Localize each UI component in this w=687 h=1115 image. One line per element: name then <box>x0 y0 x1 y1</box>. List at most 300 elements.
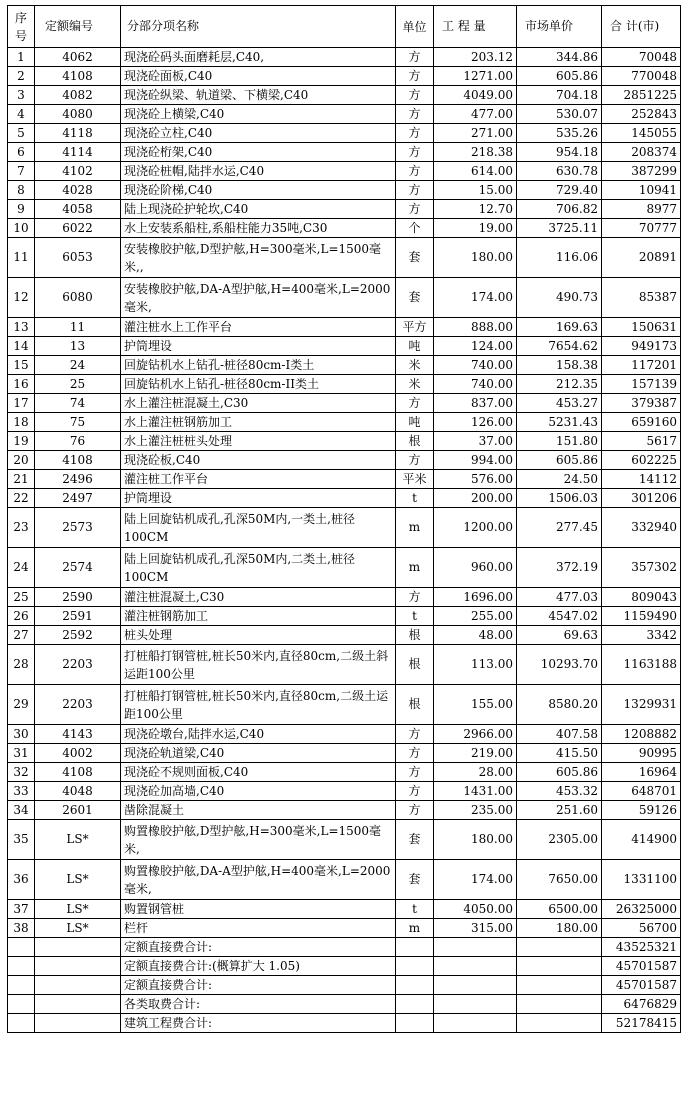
row-unit-price: 535.26 <box>517 124 602 143</box>
row-quantity: 994.00 <box>434 451 517 470</box>
row-total: 357302 <box>602 548 681 588</box>
row-name: 现浇砼墩台,陆拌水运,C40 <box>121 725 396 744</box>
row-unit: 方 <box>396 763 434 782</box>
row-unit: 方 <box>396 782 434 801</box>
table-row <box>8 162 681 181</box>
row-unit: m <box>396 508 434 548</box>
table-row <box>8 238 681 278</box>
row-unit: 个 <box>396 219 434 238</box>
summary-blank-quantity <box>434 995 517 1014</box>
row-quantity: 37.00 <box>434 432 517 451</box>
row-unit-price: 180.00 <box>517 919 602 938</box>
row-total: 16964 <box>602 763 681 782</box>
row-total: 8977 <box>602 200 681 219</box>
row-unit: 方 <box>396 394 434 413</box>
summary-blank-unit <box>396 938 434 957</box>
row-total: 56700 <box>602 919 681 938</box>
row-no: 24 <box>8 548 35 588</box>
table-row <box>8 413 681 432</box>
row-no: 14 <box>8 337 35 356</box>
row-quantity: 960.00 <box>434 548 517 588</box>
row-no: 2 <box>8 67 35 86</box>
summary-blank-no <box>8 976 35 995</box>
table-row <box>8 801 681 820</box>
row-no: 12 <box>8 278 35 318</box>
row-total: 70777 <box>602 219 681 238</box>
row-quantity: 576.00 <box>434 470 517 489</box>
row-code: 2496 <box>35 470 121 489</box>
summary-row <box>8 1014 681 1033</box>
row-total: 5617 <box>602 432 681 451</box>
row-unit-price: 158.38 <box>517 356 602 375</box>
row-name: 护筒埋设 <box>121 337 396 356</box>
table-row <box>8 588 681 607</box>
table-row <box>8 67 681 86</box>
row-unit-price: 407.58 <box>517 725 602 744</box>
row-no: 29 <box>8 685 35 725</box>
table-row <box>8 489 681 508</box>
row-name: 灌注桩水上工作平台 <box>121 318 396 337</box>
row-name: 现浇砼码头面磨耗层,C40, <box>121 48 396 67</box>
row-unit-price: 477.03 <box>517 588 602 607</box>
row-quantity: 48.00 <box>434 626 517 645</box>
row-no: 1 <box>8 48 35 67</box>
row-unit-price: 453.32 <box>517 782 602 801</box>
row-quantity: 255.00 <box>434 607 517 626</box>
row-total: 2851225 <box>602 86 681 105</box>
row-total: 150631 <box>602 318 681 337</box>
table-row <box>8 744 681 763</box>
table-row <box>8 143 681 162</box>
row-unit-price: 704.18 <box>517 86 602 105</box>
row-quantity: 837.00 <box>434 394 517 413</box>
row-total: 117201 <box>602 356 681 375</box>
row-unit-price: 169.63 <box>517 318 602 337</box>
row-total: 10941 <box>602 181 681 200</box>
row-total: 26325000 <box>602 900 681 919</box>
row-total: 1159490 <box>602 607 681 626</box>
row-unit-price: 24.50 <box>517 470 602 489</box>
row-quantity: 1271.00 <box>434 67 517 86</box>
summary-row <box>8 938 681 957</box>
header-quantity: 工 程 量 <box>434 6 517 48</box>
row-unit: 方 <box>396 744 434 763</box>
row-quantity: 180.00 <box>434 820 517 860</box>
row-no: 8 <box>8 181 35 200</box>
row-total: 809043 <box>602 588 681 607</box>
row-unit-price: 954.18 <box>517 143 602 162</box>
table-row <box>8 919 681 938</box>
row-unit: 方 <box>396 588 434 607</box>
row-name: 水上灌注桩混凝土,C30 <box>121 394 396 413</box>
row-code: 6022 <box>35 219 121 238</box>
table-row <box>8 860 681 900</box>
table-row <box>8 645 681 685</box>
row-code: 2590 <box>35 588 121 607</box>
row-unit-price: 490.73 <box>517 278 602 318</box>
row-name: 现浇砼立柱,C40 <box>121 124 396 143</box>
row-no: 22 <box>8 489 35 508</box>
row-unit-price: 729.40 <box>517 181 602 200</box>
row-code: LS* <box>35 860 121 900</box>
summary-blank-code <box>35 957 121 976</box>
row-code: 6053 <box>35 238 121 278</box>
table-row <box>8 200 681 219</box>
header-row <box>8 6 681 48</box>
table-row <box>8 86 681 105</box>
row-unit-price: 630.78 <box>517 162 602 181</box>
row-quantity: 126.00 <box>434 413 517 432</box>
row-no: 10 <box>8 219 35 238</box>
row-total: 659160 <box>602 413 681 432</box>
row-name: 回旋钻机水上钻孔-桩径80cm-I类土 <box>121 356 396 375</box>
table-row <box>8 356 681 375</box>
row-unit: 套 <box>396 238 434 278</box>
summary-total: 45701587 <box>602 976 681 995</box>
row-unit-price: 7654.62 <box>517 337 602 356</box>
row-code: 2497 <box>35 489 121 508</box>
row-unit-price: 4547.02 <box>517 607 602 626</box>
row-unit-price: 415.50 <box>517 744 602 763</box>
table-row <box>8 626 681 645</box>
row-name: 回旋钻机水上钻孔-桩径80cm-II类土 <box>121 375 396 394</box>
row-code: 4080 <box>35 105 121 124</box>
summary-total: 43525321 <box>602 938 681 957</box>
summary-blank-unit <box>396 957 434 976</box>
row-unit: t <box>396 900 434 919</box>
row-unit: 方 <box>396 143 434 162</box>
row-unit: 方 <box>396 451 434 470</box>
row-total: 3342 <box>602 626 681 645</box>
row-total: 252843 <box>602 105 681 124</box>
table-row <box>8 548 681 588</box>
row-total: 387299 <box>602 162 681 181</box>
header-name: 分部分项名称 <box>121 6 396 48</box>
row-no: 6 <box>8 143 35 162</box>
row-name: 购置橡胶护舷,D型护舷,H=300毫米,L=1500毫米, <box>121 820 396 860</box>
summary-label: 定额直接费合计: <box>121 938 396 957</box>
table-row <box>8 782 681 801</box>
row-unit: 根 <box>396 685 434 725</box>
row-code: 2203 <box>35 645 121 685</box>
row-unit-price: 7650.00 <box>517 860 602 900</box>
summary-row <box>8 957 681 976</box>
row-no: 35 <box>8 820 35 860</box>
row-unit: 米 <box>396 375 434 394</box>
summary-blank-quantity <box>434 938 517 957</box>
row-total: 1208882 <box>602 725 681 744</box>
table-row <box>8 375 681 394</box>
header-unit-price: 市场单价 <box>517 6 602 48</box>
row-quantity: 740.00 <box>434 356 517 375</box>
row-total: 602225 <box>602 451 681 470</box>
row-no: 15 <box>8 356 35 375</box>
row-name: 现浇砼加高墙,C40 <box>121 782 396 801</box>
row-no: 26 <box>8 607 35 626</box>
row-name: 现浇砼不规则面板,C40 <box>121 763 396 782</box>
row-total: 414900 <box>602 820 681 860</box>
row-unit-price: 8580.20 <box>517 685 602 725</box>
row-name: 安装橡胶护舷,D型护舷,H=300毫米,L=1500毫米,, <box>121 238 396 278</box>
row-total: 949173 <box>602 337 681 356</box>
row-quantity: 740.00 <box>434 375 517 394</box>
row-code: 4102 <box>35 162 121 181</box>
summary-total: 6476829 <box>602 995 681 1014</box>
summary-blank-price <box>517 995 602 1014</box>
table-row <box>8 900 681 919</box>
row-unit: 方 <box>396 200 434 219</box>
summary-blank-no <box>8 995 35 1014</box>
row-name: 现浇砼上横梁,C40 <box>121 105 396 124</box>
summary-blank-no <box>8 1014 35 1033</box>
row-no: 5 <box>8 124 35 143</box>
row-quantity: 15.00 <box>434 181 517 200</box>
row-no: 21 <box>8 470 35 489</box>
row-name: 现浇砼面板,C40 <box>121 67 396 86</box>
header-no: 序号 <box>8 6 35 48</box>
row-total: 1163188 <box>602 645 681 685</box>
summary-blank-code <box>35 1014 121 1033</box>
row-unit: 米 <box>396 356 434 375</box>
row-code: 11 <box>35 318 121 337</box>
row-name: 现浇砼阶梯,C40 <box>121 181 396 200</box>
summary-blank-quantity <box>434 957 517 976</box>
row-code: 6080 <box>35 278 121 318</box>
row-code: LS* <box>35 820 121 860</box>
summary-total: 52178415 <box>602 1014 681 1033</box>
summary-label: 定额直接费合计: <box>121 976 396 995</box>
row-no: 23 <box>8 508 35 548</box>
table-row <box>8 105 681 124</box>
summary-blank-no <box>8 957 35 976</box>
row-quantity: 235.00 <box>434 801 517 820</box>
row-code: 4114 <box>35 143 121 162</box>
row-code: 2592 <box>35 626 121 645</box>
row-unit: 吨 <box>396 413 434 432</box>
row-name: 陆上现浇砼护轮坎,C40 <box>121 200 396 219</box>
summary-blank-quantity <box>434 976 517 995</box>
header-unit: 单位 <box>396 6 434 48</box>
row-code: 24 <box>35 356 121 375</box>
table-row <box>8 820 681 860</box>
row-no: 13 <box>8 318 35 337</box>
row-code: 4108 <box>35 763 121 782</box>
row-code: 4143 <box>35 725 121 744</box>
row-total: 20891 <box>602 238 681 278</box>
row-unit: t <box>396 489 434 508</box>
row-quantity: 28.00 <box>434 763 517 782</box>
table-body <box>8 48 681 1033</box>
row-no: 28 <box>8 645 35 685</box>
row-unit-price: 706.82 <box>517 200 602 219</box>
row-total: 648701 <box>602 782 681 801</box>
row-total: 85387 <box>602 278 681 318</box>
row-name: 灌注桩混凝土,C30 <box>121 588 396 607</box>
row-no: 3 <box>8 86 35 105</box>
row-code: 74 <box>35 394 121 413</box>
summary-blank-unit <box>396 995 434 1014</box>
table-row <box>8 48 681 67</box>
row-unit: m <box>396 919 434 938</box>
row-quantity: 155.00 <box>434 685 517 725</box>
row-no: 20 <box>8 451 35 470</box>
row-name: 现浇砼板,C40 <box>121 451 396 470</box>
row-total: 1329931 <box>602 685 681 725</box>
row-no: 31 <box>8 744 35 763</box>
row-quantity: 4050.00 <box>434 900 517 919</box>
summary-label: 各类取费合计: <box>121 995 396 1014</box>
row-quantity: 477.00 <box>434 105 517 124</box>
row-code: 4108 <box>35 451 121 470</box>
row-unit-price: 372.19 <box>517 548 602 588</box>
row-no: 32 <box>8 763 35 782</box>
summary-blank-code <box>35 976 121 995</box>
table-row <box>8 278 681 318</box>
row-code: 2573 <box>35 508 121 548</box>
row-name: 水上安装系船柱,系船柱能力35吨,C30 <box>121 219 396 238</box>
row-quantity: 4049.00 <box>434 86 517 105</box>
row-name: 现浇砼轨道梁,C40 <box>121 744 396 763</box>
row-quantity: 203.12 <box>434 48 517 67</box>
row-code: 2574 <box>35 548 121 588</box>
row-unit-price: 605.86 <box>517 763 602 782</box>
row-unit: 方 <box>396 86 434 105</box>
row-total: 770048 <box>602 67 681 86</box>
row-total: 301206 <box>602 489 681 508</box>
row-name: 灌注桩工作平台 <box>121 470 396 489</box>
row-no: 4 <box>8 105 35 124</box>
row-unit-price: 453.27 <box>517 394 602 413</box>
header-code: 定额编号 <box>35 6 121 48</box>
row-quantity: 271.00 <box>434 124 517 143</box>
row-unit-price: 2305.00 <box>517 820 602 860</box>
row-unit: 根 <box>396 626 434 645</box>
row-name: 购置钢管桩 <box>121 900 396 919</box>
row-unit: 套 <box>396 820 434 860</box>
row-no: 11 <box>8 238 35 278</box>
row-quantity: 315.00 <box>434 919 517 938</box>
row-name: 打桩船打钢管桩,桩长50米内,直径80cm,二级土斜运距100公里 <box>121 645 396 685</box>
row-no: 37 <box>8 900 35 919</box>
row-name: 现浇砼桁架,C40 <box>121 143 396 162</box>
table-row <box>8 318 681 337</box>
row-unit: 方 <box>396 124 434 143</box>
summary-blank-price <box>517 1014 602 1033</box>
row-quantity: 174.00 <box>434 278 517 318</box>
row-no: 27 <box>8 626 35 645</box>
table-row <box>8 337 681 356</box>
row-total: 332940 <box>602 508 681 548</box>
summary-blank-quantity <box>434 1014 517 1033</box>
summary-blank-code <box>35 995 121 1014</box>
row-unit-price: 3725.11 <box>517 219 602 238</box>
row-name: 水上灌注桩桩头处理 <box>121 432 396 451</box>
row-no: 7 <box>8 162 35 181</box>
row-quantity: 1200.00 <box>434 508 517 548</box>
row-unit-price: 6500.00 <box>517 900 602 919</box>
row-name: 凿除混凝土 <box>121 801 396 820</box>
summary-blank-unit <box>396 1014 434 1033</box>
row-unit: 平方 <box>396 318 434 337</box>
row-unit: 方 <box>396 67 434 86</box>
row-unit-price: 605.86 <box>517 67 602 86</box>
row-unit: 根 <box>396 645 434 685</box>
row-name: 现浇砼纵梁、轨道梁、下横梁,C40 <box>121 86 396 105</box>
row-quantity: 2966.00 <box>434 725 517 744</box>
row-no: 36 <box>8 860 35 900</box>
row-total: 70048 <box>602 48 681 67</box>
table-row <box>8 124 681 143</box>
row-quantity: 19.00 <box>434 219 517 238</box>
table-row <box>8 508 681 548</box>
summary-blank-no <box>8 938 35 957</box>
summary-label: 建筑工程费合计: <box>121 1014 396 1033</box>
row-unit-price: 605.86 <box>517 451 602 470</box>
table-row <box>8 451 681 470</box>
row-total: 145055 <box>602 124 681 143</box>
row-unit: 套 <box>396 278 434 318</box>
row-unit-price: 10293.70 <box>517 645 602 685</box>
row-name: 现浇砼桩帽,陆拌水运,C40 <box>121 162 396 181</box>
row-unit-price: 69.63 <box>517 626 602 645</box>
row-unit: 吨 <box>396 337 434 356</box>
row-no: 17 <box>8 394 35 413</box>
row-quantity: 180.00 <box>434 238 517 278</box>
row-quantity: 174.00 <box>434 860 517 900</box>
row-total: 1331100 <box>602 860 681 900</box>
row-code: LS* <box>35 919 121 938</box>
row-unit: 套 <box>396 860 434 900</box>
table-row <box>8 432 681 451</box>
row-name: 安装橡胶护舷,DA-A型护舷,H=400毫米,L=2000毫米, <box>121 278 396 318</box>
row-code: 2591 <box>35 607 121 626</box>
row-quantity: 200.00 <box>434 489 517 508</box>
row-no: 25 <box>8 588 35 607</box>
row-unit: 平米 <box>396 470 434 489</box>
row-quantity: 219.00 <box>434 744 517 763</box>
summary-label: 定额直接费合计:(概算扩大 1.05) <box>121 957 396 976</box>
row-code: 4082 <box>35 86 121 105</box>
row-code: LS* <box>35 900 121 919</box>
row-name: 打桩船打钢管桩,桩长50米内,直径80cm,二级土运距100公里 <box>121 685 396 725</box>
row-no: 38 <box>8 919 35 938</box>
row-unit-price: 5231.43 <box>517 413 602 432</box>
row-unit-price: 116.06 <box>517 238 602 278</box>
row-quantity: 1431.00 <box>434 782 517 801</box>
row-code: 2601 <box>35 801 121 820</box>
row-unit: 方 <box>396 801 434 820</box>
row-name: 栏杆 <box>121 919 396 938</box>
row-code: 4118 <box>35 124 121 143</box>
row-code: 4048 <box>35 782 121 801</box>
row-unit-price: 251.60 <box>517 801 602 820</box>
table-row <box>8 725 681 744</box>
row-total: 14112 <box>602 470 681 489</box>
row-name: 购置橡胶护舷,DA-A型护舷,H=400毫米,L=2000毫米, <box>121 860 396 900</box>
row-quantity: 124.00 <box>434 337 517 356</box>
row-name: 水上灌注桩钢筋加工 <box>121 413 396 432</box>
summary-row <box>8 976 681 995</box>
row-code: 13 <box>35 337 121 356</box>
row-name: 桩头处理 <box>121 626 396 645</box>
table-row <box>8 181 681 200</box>
row-code: 4028 <box>35 181 121 200</box>
table-row <box>8 470 681 489</box>
row-unit-price: 1506.03 <box>517 489 602 508</box>
row-unit: m <box>396 548 434 588</box>
summary-blank-price <box>517 938 602 957</box>
row-name: 陆上回旋钻机成孔,孔深50M内,一类土,桩径100CM <box>121 508 396 548</box>
